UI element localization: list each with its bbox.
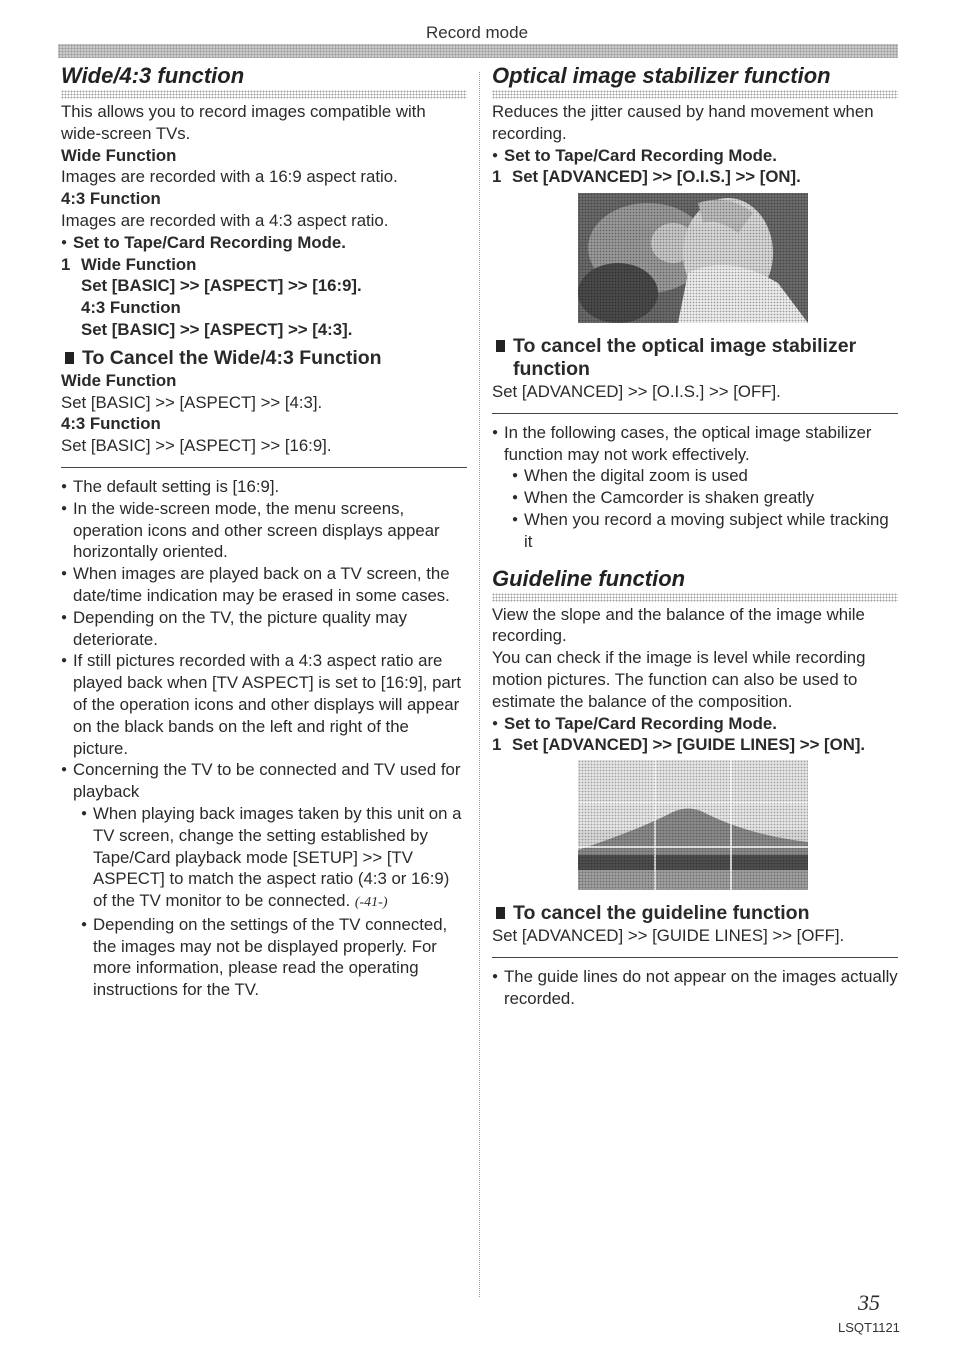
square-bullet-icon	[496, 340, 505, 352]
ois-step-text: Set [ADVANCED] >> [O.I.S.] >> [ON].	[512, 167, 801, 187]
guide-set-mode: ● Set to Tape/Card Recording Mode.	[492, 713, 898, 735]
sub-note-text: When playing back images taken by this unit on a TV screen, change the setting established by Tape/Card playback mode [SETUP] >> [TV ASPECT] to match the aspect ratio (4:3 or 16:9) of the TV monitor to be connected.	[93, 803, 462, 911]
step-43: 4:3 Function	[81, 298, 181, 318]
square-bullet-icon	[65, 352, 74, 364]
title-dots	[492, 90, 898, 99]
guide-intro-1: View the slope and the balance of the image while recording.	[492, 604, 865, 646]
divider-rule	[492, 957, 898, 958]
note-item: ● When images are played back on a TV screen, the date/time indication may be erased in some cases.	[61, 563, 467, 607]
cancel-43-set: Set [BASIC] >> [ASPECT] >> [16:9].	[61, 436, 332, 456]
wide-desc: Images are recorded with a 16:9 aspect ratio.	[61, 167, 398, 187]
intro-text: This allows you to record images compatible with wide-screen TVs.	[61, 102, 426, 143]
ois-intro: Reduces the jitter caused by hand movement when recording.	[492, 102, 874, 143]
cancel-wide-label: Wide Function	[61, 370, 177, 390]
guide-step-1	[492, 734, 898, 756]
square-bullet-icon	[496, 907, 505, 919]
step-1	[61, 254, 467, 276]
guideline-photo	[578, 760, 808, 890]
divider-rule	[492, 413, 898, 414]
title-dots	[492, 593, 898, 602]
guide-cancel-heading	[492, 902, 898, 925]
ois-sub-notes-list	[492, 465, 898, 552]
note-item: ● In the wide-screen mode, the menu screens, operation icons and other screen displays appear horizontally oriented.	[61, 498, 467, 563]
ois-notes-list	[492, 422, 898, 466]
ois-cancel-heading	[492, 335, 898, 381]
page-header-title: Record mode	[425, 23, 529, 42]
sub-note-item: ● Depending on the settings of the TV connected, the images may not be displayed properly. For more information, please read the operating instructions for the TV.	[81, 914, 467, 1001]
43-label: 4:3 Function	[61, 189, 161, 209]
cancel-wide-set: Set [BASIC] >> [ASPECT] >> [4:3].	[61, 392, 323, 412]
guide-intro-2: You can check if the image is level while recording motion pictures. The function can also be used to estimate the balance of the composition.	[492, 648, 866, 711]
ois-cancel-title: To cancel the optical image stabilizer function	[513, 334, 857, 380]
ois-sub-note-item: ● When the digital zoom is used	[512, 465, 898, 487]
page-number: 35	[858, 1290, 880, 1315]
note-item: ● The default setting is [16:9].	[61, 476, 467, 498]
ois-sub-note-item: ● When you record a moving subject while tracking it	[512, 509, 898, 553]
ois-step-1	[492, 166, 898, 188]
guide-step-text: Set [ADVANCED] >> [GUIDE LINES] >> [ON].	[512, 735, 866, 755]
43-desc: Images are recorded with a 4:3 aspect ratio.	[61, 210, 389, 230]
section-title-guide: Guideline function	[492, 565, 686, 591]
ois-set-mode: ● Set to Tape/Card Recording Mode.	[492, 145, 898, 167]
page-reference: (-41-)	[354, 895, 388, 911]
note-item: ● Depending on the TV, the picture quality may deteriorate.	[61, 607, 467, 651]
sub-notes-list	[61, 803, 467, 1001]
step-number: 1	[61, 254, 71, 274]
right-column	[492, 62, 898, 1009]
cancel-wide-heading	[61, 347, 467, 370]
step-number: 1	[492, 735, 502, 755]
ois-photo	[578, 193, 808, 323]
guide-cancel-set: Set [ADVANCED] >> [GUIDE LINES] >> [OFF].	[492, 925, 845, 945]
notes-list	[61, 476, 467, 803]
step-number: 1	[492, 167, 502, 187]
cancel-43-label: 4:3 Function	[61, 414, 161, 434]
section-title-wide: Wide/4:3 function	[61, 63, 245, 88]
step-wide-set: Set [BASIC] >> [ASPECT] >> [16:9].	[81, 276, 362, 296]
wide-label: Wide Function	[61, 145, 177, 165]
ois-cancel-set: Set [ADVANCED] >> [O.I.S.] >> [OFF].	[492, 381, 781, 401]
title-dots	[61, 90, 467, 99]
step-wide: Wide Function	[81, 254, 197, 274]
step-43-set: Set [BASIC] >> [ASPECT] >> [4:3].	[81, 319, 353, 339]
ois-sub-note-item: ● When the Camcorder is shaken greatly	[512, 487, 898, 509]
column-divider	[479, 72, 480, 1297]
note-item: ● If still pictures recorded with a 4:3 aspect ratio are played back when [TV ASPECT] is set to [16:9], part of the operation icons and other displays will appear on the black bands on the left and right of the picture.	[61, 650, 467, 759]
set-mode-text: ● Set to Tape/Card Recording Mode.	[61, 232, 467, 254]
section-title-ois: Optical image stabilizer function	[492, 63, 831, 88]
sub-note-item	[81, 803, 467, 914]
header-bar	[58, 44, 898, 58]
cancel-wide-title: To Cancel the Wide/4:3 Function	[82, 346, 382, 369]
ois-note-item: ● In the following cases, the optical image stabilizer function may not work effectively.	[492, 422, 898, 466]
guide-notes-list	[492, 966, 898, 1010]
left-column	[61, 62, 467, 1001]
note-item: ● Concerning the TV to be connected and TV used for playback	[61, 759, 467, 803]
guide-note-item: ● The guide lines do not appear on the images actually recorded.	[492, 966, 898, 1010]
divider-rule	[61, 467, 467, 468]
document-code: LSQT1121	[838, 1320, 900, 1335]
guide-cancel-title: To cancel the guideline function	[513, 901, 810, 924]
